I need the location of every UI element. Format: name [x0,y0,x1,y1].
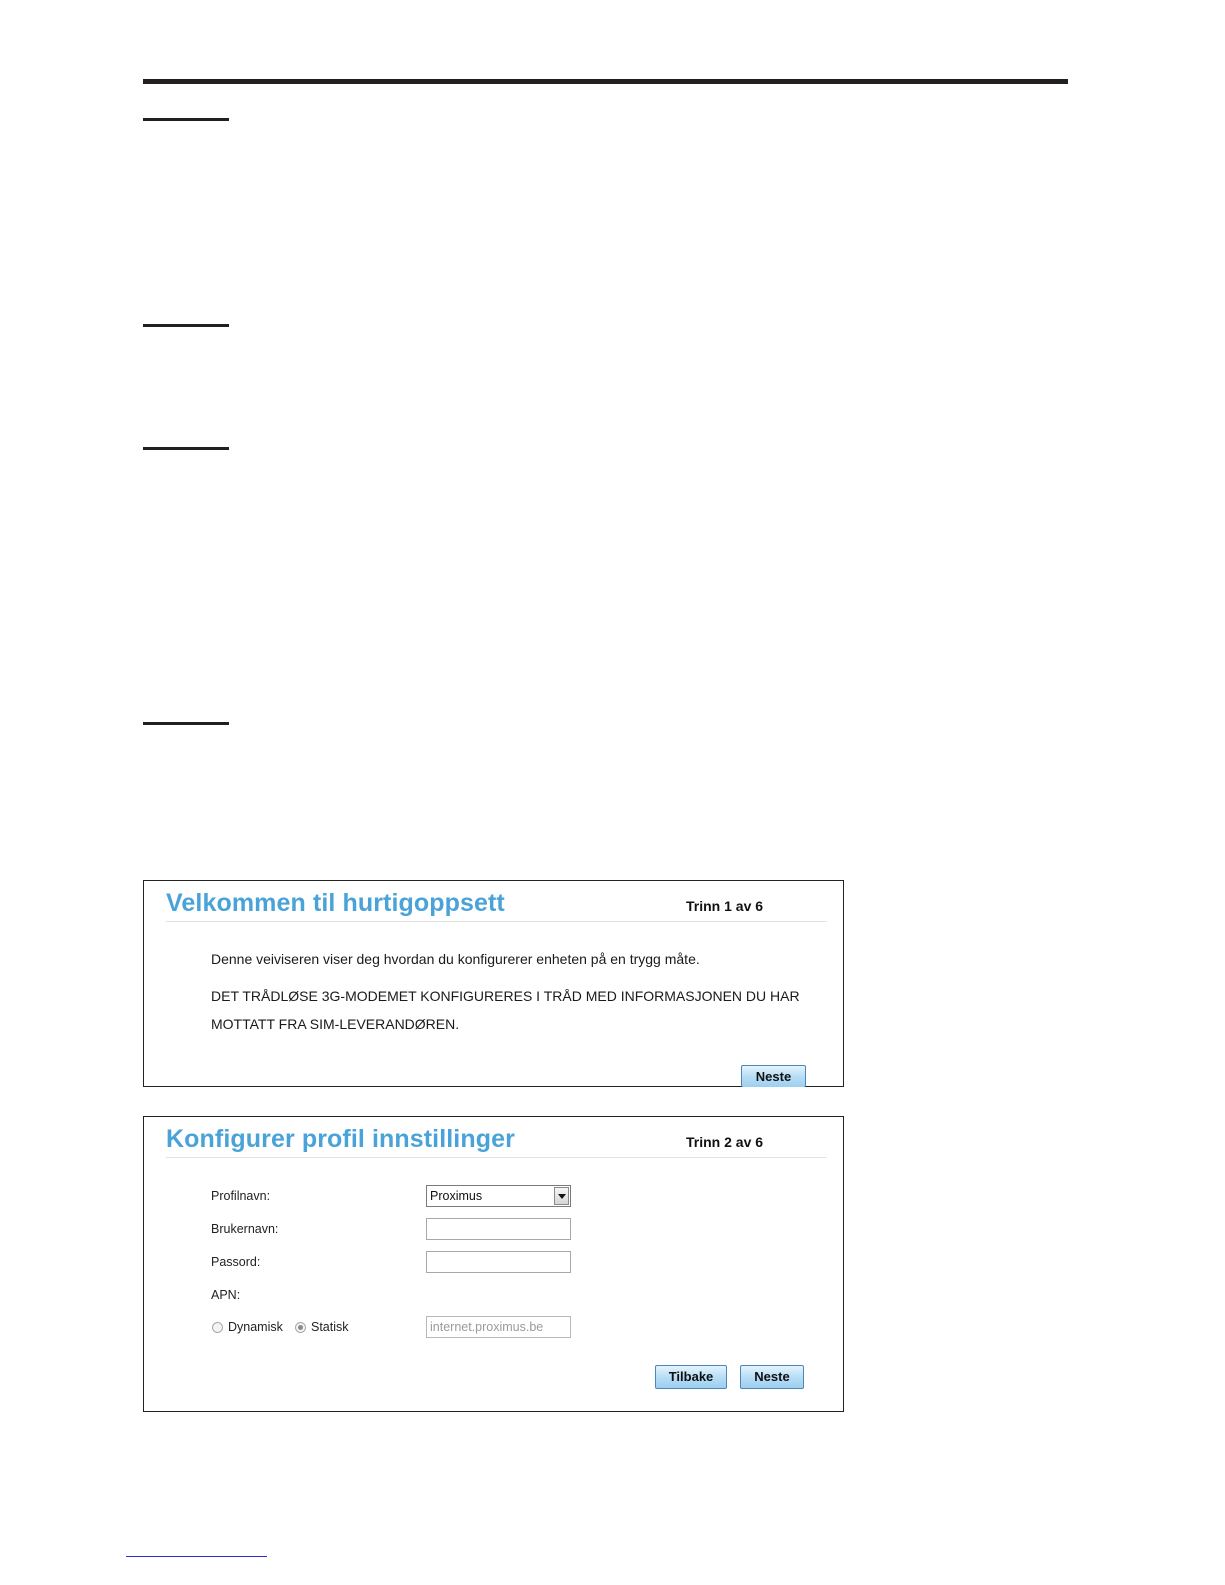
password-label: Passord: [211,1255,261,1269]
step-indicator: Trinn 2 av 6 [686,1134,764,1150]
profile-name-select[interactable] [426,1185,571,1207]
section-rule-4 [143,722,229,725]
section-rule-1 [143,118,229,121]
radio-static[interactable] [295,1322,306,1333]
chevron-down-icon[interactable] [554,1187,569,1205]
intro-text: Denne veiviseren viser deg hvordan du konfigurerer enheten på en trygg måte. [211,951,700,967]
title-divider [166,921,827,922]
username-input[interactable] [426,1218,571,1240]
back-button[interactable]: Tilbake [655,1365,727,1389]
quick-setup-welcome-panel [143,880,844,1087]
radio-dynamic-label[interactable]: Dynamisk [228,1320,283,1334]
radio-static-label[interactable]: Statisk [311,1320,349,1334]
password-input[interactable] [426,1251,571,1273]
section-rule-2 [143,324,229,327]
profile-settings-panel [143,1116,844,1412]
apn-label: APN: [211,1288,241,1302]
title-divider [166,1157,827,1158]
profile-name-value: Proximus [430,1189,483,1203]
info-text-line-2: MOTTATT FRA SIM-LEVERANDØREN. [211,1016,460,1032]
panel-title: Konfigurer profil innstillinger [166,1125,515,1153]
profile-name-label: Profilnavn: [211,1189,271,1203]
username-label: Brukernavn: [211,1222,279,1236]
next-button[interactable]: Neste [741,1065,806,1087]
header-rule [143,79,1068,84]
step-indicator: Trinn 1 av 6 [686,898,764,914]
apn-input[interactable] [426,1316,571,1338]
radio-dynamic[interactable] [212,1322,223,1333]
panel-title: Velkommen til hurtigoppsett [166,889,505,917]
next-button[interactable]: Neste [740,1365,804,1389]
info-text-line-1: DET TRÅDLØSE 3G-MODEMET KONFIGURERES I TRÅD MED INFORMASJONEN DU HAR [211,988,800,1004]
section-rule-3 [143,447,229,450]
footer-link-underline [126,1556,267,1557]
